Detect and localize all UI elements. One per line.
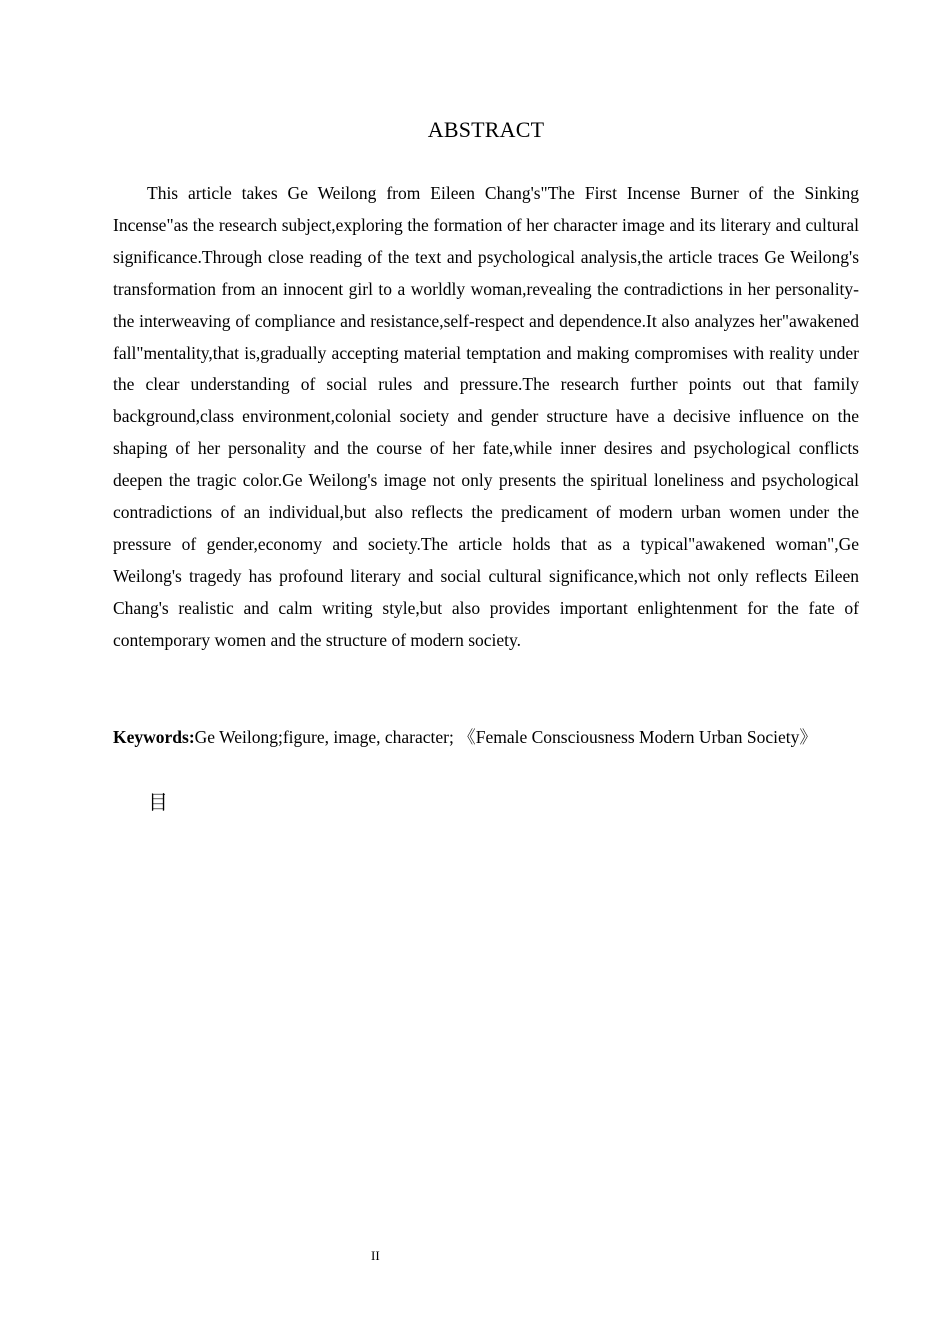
abstract-body: This article takes Ge Weilong from Eileen Chang's"The First Incense Burner of the Sinking Incense"as the research subject,exploring the formation of her character image and its literary and cultural significance.Through close reading of the text and psychological analysis,the article traces Ge Weilong's transformation from an innocent girl to a worldly woman,revealing the contradictions in her personality-the interweaving of compliance and resistance,self-respect and dependence.It also analyzes her"awakened fall"mentality,that is,gradually accepting material temptation and making compromises with reality under the clear understanding of social rules and pressure.The research further points out that family background,class environment,colonial society and gender structure have a decisive influence on the shaping of her personality and the course of her fate,while inner desires and psychological conflicts deepen the tragic color.Ge Weilong's image not only presents the spiritual loneliness and psychological contradictions of an individual,but also reflects the predicament of modern urban women under the pressure of gender,economy and society.The article holds that as a typical"awakened woman",Ge Weilong's tragedy has profound literary and social cultural significance,which not only reflects Eileen Chang's realistic and calm writing style,but also provides important enlightenment for the fate of contemporary women and the structure of modern society. <box>113 183 859 650</box>
abstract-title: ABSTRACT <box>427 117 545 142</box>
keywords-text: Ge Weilong;figure, image, character; 《Female Consciousness Modern Urban Society》 <box>194 727 817 747</box>
toc-heading-fragment: 目 <box>148 790 168 814</box>
keywords-line <box>113 721 859 753</box>
page-number: II <box>371 1248 380 1263</box>
keywords-label: Keywords: <box>113 727 195 747</box>
